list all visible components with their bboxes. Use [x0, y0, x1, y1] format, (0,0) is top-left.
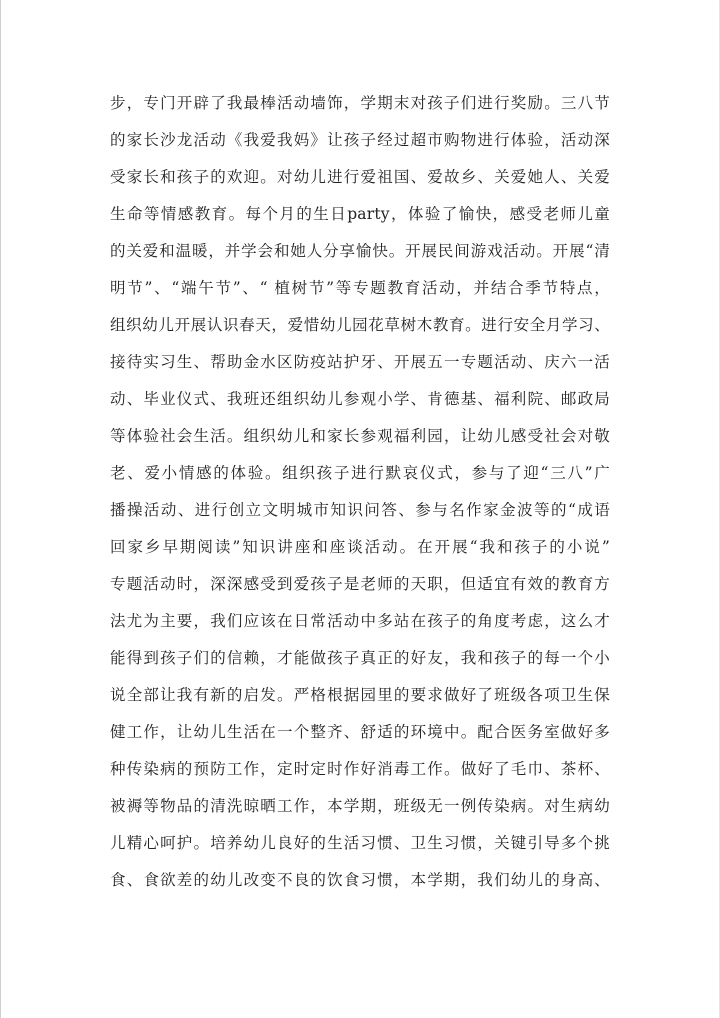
text-line: 儿精心呵护。培养幼儿良好的生活习惯、卫生习惯，关键引导多个挑 [110, 834, 610, 852]
text-line: 接待实习生、帮助金水区防疫站护牙、开展五一专题活动、庆六一活 [110, 353, 610, 371]
text-line: 等体验社会生活。组织幼儿和家长参观福利园，让幼儿感受社会对敬 [110, 427, 610, 445]
text-line: 明节”、“端午节”、“ 植树节”等专题教育活动，并结合季节特点， [110, 279, 610, 297]
text-line: 食、食欲差的幼儿改变不良的饮食习惯，本学期，我们幼儿的身高、 [110, 871, 610, 889]
text-line: 被褥等物品的清洗晾晒工作，本学期，班级无一例传染病。对生病幼 [110, 797, 610, 815]
text-line: 专题活动时，深深感受到爱孩子是老师的天职，但适宜有效的教育方 [110, 575, 610, 593]
text-line: 说全部让我有新的启发。严格根据园里的要求做好了班级各项卫生保 [110, 686, 610, 704]
text-line: 健工作，让幼儿生活在一个整齐、舒适的环境中。配合医务室做好多 [110, 723, 610, 741]
text-line: 的家长沙龙活动《我爱我妈》让孩子经过超市购物进行体验，活动深 [110, 131, 610, 149]
text-line: 步，专门开辟了我最棒活动墙饰，学期末对孩子们进行奖励。三八节 [110, 94, 610, 112]
text-line: 回家乡早期阅读”知识讲座和座谈活动。在开展“我和孩子的小说” [110, 538, 610, 556]
text-line: 动、毕业仪式、我班还组织幼儿参观小学、肯德基、福利院、邮政局 [110, 390, 610, 408]
text-line: 受家长和孩子的欢迎。对幼儿进行爱祖国、爱故乡、关爱她人、关爱 [110, 168, 610, 186]
text-line: 的关爱和温暖，并学会和她人分享愉快。开展民间游戏活动。开展“清 [110, 242, 610, 260]
text-line: 能得到孩子们的信赖，才能做孩子真正的好友，我和孩子的每一个小 [110, 649, 610, 667]
text-line: 法尤为主要，我们应该在日常活动中多站在孩子的角度考虑，这么才 [110, 612, 610, 630]
text-line: 播操活动、进行创立文明城市知识问答、参与名作家金波等的“成语 [110, 501, 610, 519]
text-line: 生命等情感教育。每个月的生日party，体验了愉快，感受老师儿童 [110, 205, 610, 223]
text-line: 种传染病的预防工作，定时定时作好消毒工作。做好了毛巾、茶杯、 [110, 760, 610, 778]
text-line: 组织幼儿开展认识春天，爱惜幼儿园花草树木教育。进行安全月学习、 [110, 316, 610, 334]
text-line: 老、爱小情感的体验。组织孩子进行默哀仪式，参与了迎“三八”广 [110, 464, 610, 482]
